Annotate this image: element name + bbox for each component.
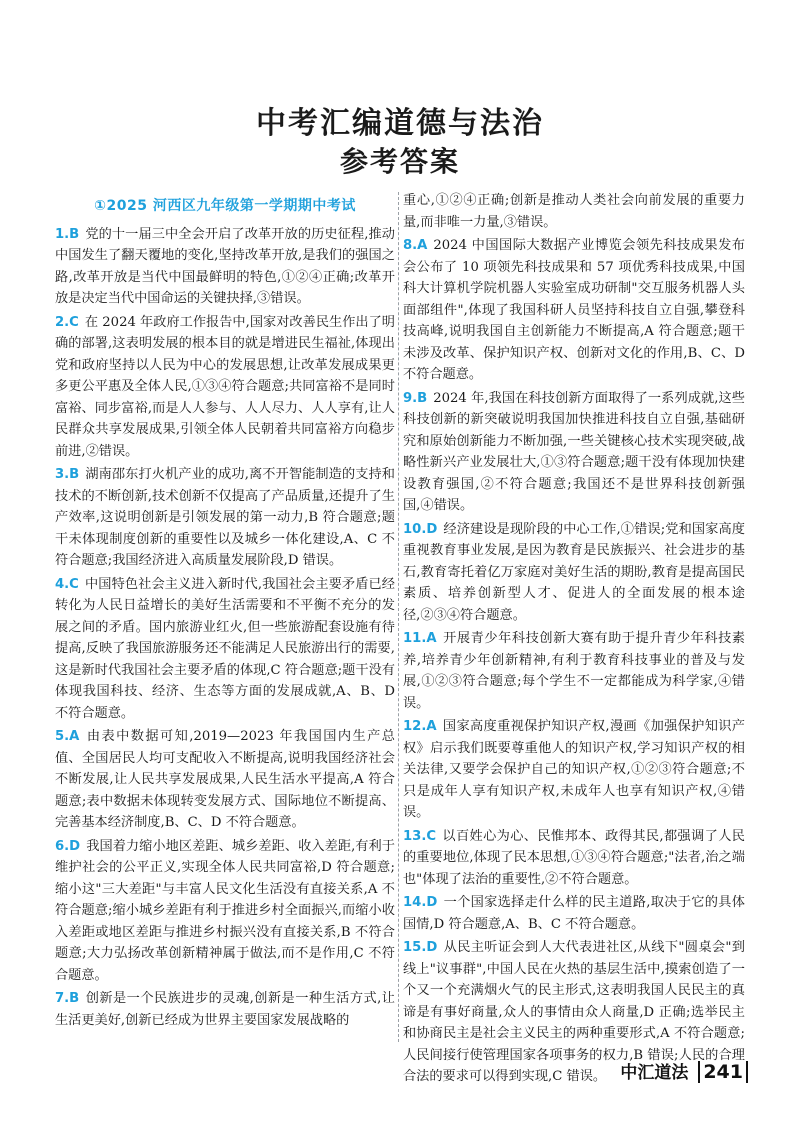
answer-number: 14.D	[403, 895, 438, 910]
answer-number: 1.B	[55, 226, 80, 242]
answer-number: 9.B	[403, 390, 428, 406]
answer-text: 创新是一个民族进步的灵魂,创新是一种生活方式,让生活更美好,创新已经成为世界主要国家发展战略的	[55, 991, 395, 1028]
answer-number: 4.C	[55, 576, 79, 592]
answer-number: 8.A	[403, 238, 428, 253]
answer-number: 7.B	[55, 991, 80, 1006]
answer-item	[55, 726, 395, 834]
answer-text: 由表中数据可知,2019—2023 年我国国内生产总值、全国居民人均可支配收入不断提高,说明我国经济社会不断发展,让人民共享发展成果,人民生活水平提高,A 符合题意;表中数据未体现转变发展方式、国际地位不断提高、完善基本经济制度,B、C、D 不符合题意。	[55, 729, 395, 830]
answer-text: 从民主听证会到人大代表进社区,从线下"圆桌会"到线上"议事群",中国人民在火热的基层生活中,摸索创造了一个又一个充满烟火气的民主形式,这表明我国人民民主的真谛是有事好商量,众人的事情由众人商量,D 正确;选举民主和协商民主是社会主义民主的两种重要形式,A 不符合题意;人民间接行使管理国家各项事务的权力,B 错误;人民的合理合法的要求可以得到实现,C 错误。	[403, 940, 745, 1084]
answer-number: 3.B	[55, 467, 80, 482]
answer-text: 党的十一届三中全会开启了改革开放的历史征程,推动中国发生了翻天覆地的变化,坚持改革开放,是我们的强国之路,改革开放是当代中国最鲜明的特色,①②④正确;改革开放是决定当代中国命运的关键抉择,③错误。	[55, 226, 395, 306]
answer-item	[403, 628, 745, 714]
answer-item	[55, 988, 395, 1031]
answer-number: 2.C	[55, 314, 79, 330]
column-divider	[398, 192, 399, 1042]
footer-label: 中汇道法	[620, 1063, 689, 1083]
answer-item	[55, 464, 395, 572]
answer-number: 15.D	[403, 940, 438, 955]
page-number: 241	[698, 1061, 748, 1083]
right-column	[403, 190, 745, 1090]
answer-text: 重心,①②④正确;创新是推动人类社会向前发展的重要力量,而非唯一力量,③错误。	[403, 193, 745, 230]
page-subtitle: 参考答案	[339, 145, 460, 178]
page-title: 中考汇编道德与法治	[256, 106, 544, 141]
answer-item	[55, 224, 395, 310]
page-footer	[620, 1058, 748, 1083]
answer-text: 湖南邵东打火机产业的成功,离不开智能制造的支持和技术的不断创新,技术创新不仅提高了产品质量,还提升了生产效率,这说明创新是引领发展的第一动力,B 符合题意;题干未体现制度创新的重要性以及城乡一体化建设,A、C 不符合题意;我国经济进入高质量发展阶段,D 错误。	[55, 467, 395, 568]
answer-item	[55, 312, 395, 463]
answer-item	[403, 826, 745, 891]
answer-item	[403, 892, 745, 935]
answer-number: 11.A	[403, 631, 437, 646]
answer-text: 中国特色社会主义进入新时代,我国社会主要矛盾已经转化为人民日益增长的美好生活需要和不平衡不充分的发展之间的矛盾。国内旅游业红火,但一些旅游配套设施有待提高,反映了我国旅游服务还不能满足人民旅游出行的需要,这是新时代我国社会主要矛盾的体现,C 符合题意;题干没有体现我国科技、经济、生态等方面的发展成就,A、B、D 不符合题意。	[55, 576, 395, 721]
answer-text: 国家高度重视保护知识产权,漫画《加强保护知识产权》启示我们既要尊重他人的知识产权,学习知识产权的相关法律,又要学会保护自己的知识产权,①②③符合题意;不只是成年人享有知识产权,未成年人也享有知识产权,④错误。	[403, 719, 745, 820]
answer-text: 以百姓心为心、民惟邦本、政得其民,都强调了人民的重要地位,体现了民本思想,①③④符合题意;"法者,治之端也"体现了法治的重要性,②不符合题意。	[403, 828, 745, 887]
answer-text: 一个国家选择走什么样的民主道路,取决于它的具体国情,D 符合题意,A、B、C 不符合题意。	[403, 895, 745, 932]
left-column	[55, 190, 395, 1033]
answer-number: 5.A	[55, 729, 80, 744]
answer-item	[403, 388, 745, 517]
answer-text: 经济建设是现阶段的中心工作,①错误;党和国家高度重视教育事业发展,是因为教育是民族振兴、社会进步的基石,教育寄托着亿万家庭对美好生活的期盼,教育是提高国民素质、培养创新型人才、促进人的全面发展的根本途径,②③④符合题意。	[403, 521, 745, 623]
answer-text: 2024 年,我国在科技创新方面取得了一系列成就,这些科技创新的新突破说明我国加快推进科技自立自强,基础研究和原始创新能力不断加强,一些关键核心技术实现突破,战略性新兴产业发展壮大,①③符合题意;题干没有体现加快建设教育强国,②不符合题意;我国还不是世界科技创新强国,④错误。	[403, 390, 745, 513]
answer-number: 10.D	[403, 521, 438, 537]
answer-number: 13.C	[403, 828, 437, 844]
section-title: ①2025 河西区九年级第一学期期中考试	[94, 198, 356, 214]
answer-text: 开展青少年科技创新大赛有助于提升青少年科技素养,培养青少年创新精神,有利于教育科技事业的普及与发展,①②③符合题意;每个学生不一定都能成为科学家,④错误。	[403, 631, 745, 711]
answer-number: 12.A	[403, 719, 437, 734]
answer-item	[403, 235, 745, 386]
answer-item	[55, 574, 395, 725]
answer-list-left	[55, 224, 395, 1032]
answer-item	[55, 836, 395, 987]
answer-item	[403, 519, 745, 627]
answer-text: 在 2024 年政府工作报告中,国家对改善民生作出了明确的部署,这表明发展的根本目的就是增进民生福祉,体现出党和政府坚持以人民为中心的发展思想,让改革发展成果更多更公平惠及全体人民,①③④符合题意;共同富裕不是同时富裕、同步富裕,而是人人参与、人人尽力、人人享有,让人民群众共享发展成果,引领全体人民朝着共同富裕方向稳步前进,②错误。	[55, 314, 395, 459]
answer-text: 2024 中国国际大数据产业博览会领先科技成果发布会公布了 10 项领先科技成果和 57 项优秀科技成果,中国科大计算机学院机器人实验室成功研制"交互服务机器人头面部组件",体现了我国科研人员坚持科技自立自强,攀登科技高峰,说明我国自主创新能力不断提高,A 符合题意;题干未涉及改革、保护知识产权、创新对文化的作用,B、C、D 不符合题意。	[403, 238, 745, 382]
answer-item	[403, 716, 745, 824]
answer-list-right	[403, 190, 745, 1088]
answer-number: 6.D	[55, 838, 81, 854]
answer-item	[403, 190, 745, 233]
answer-text: 我国着力缩小地区差距、城乡差距、收入差距,有利于维护社会的公平正义,实现全体人民共同富裕,D 符合题意;缩小这"三大差距"与丰富人民文化生活没有直接关系,A 不符合题意;缩小城乡差距有利于推进乡村全面振兴,而缩小收入差距或地区差距与推进乡村振兴没有直接关系,B 不符合题意;大力弘扬改革创新精神属于做法,而不是作用,C 不符合题意。	[55, 838, 395, 983]
